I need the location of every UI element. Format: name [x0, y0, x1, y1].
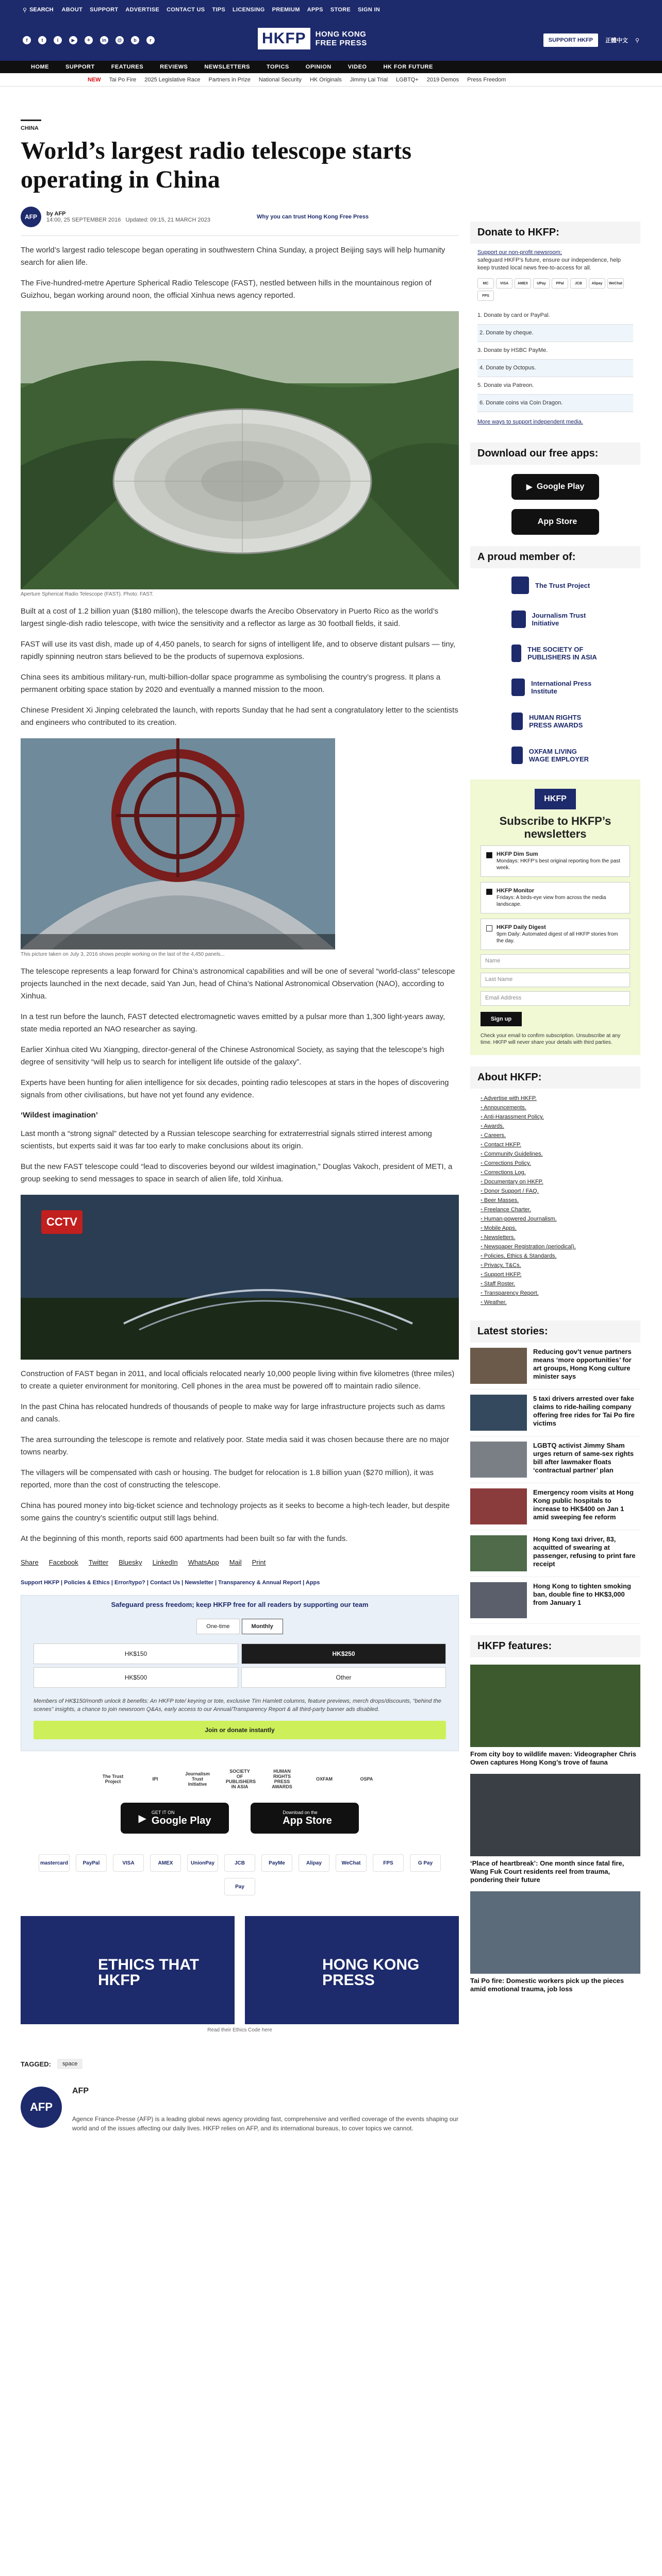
amount-option[interactable]: HK$150 [34, 1643, 238, 1664]
newsletter-option[interactable] [481, 919, 630, 950]
trending-link[interactable]: LGBTQ+ [396, 76, 419, 83]
about-link[interactable]: • Newspaper Registration (periodical). [481, 1242, 630, 1251]
last-name-input[interactable]: Last Name [481, 973, 630, 987]
utility-link[interactable]: PREMIUM [272, 7, 300, 13]
about-link[interactable]: • Freelance Charter. [481, 1205, 630, 1214]
newsletter-desc: 9pm Daily: Automated digest of all HKFP stories from the day. [496, 931, 618, 944]
site-header [0, 20, 662, 61]
name-input[interactable]: Name [481, 954, 630, 969]
paragraph: Chinese President Xi Jinping celebrated the launch, with reports Sunday that he had sent a congratulatory letter to the scientists and engineers who contributed to its creation. [21, 706, 458, 727]
threads-icon[interactable]: @ [115, 36, 124, 44]
newsletter-checkbox[interactable] [486, 889, 492, 895]
card-logo: PPal [552, 278, 568, 289]
member-logo[interactable] [470, 568, 640, 602]
newsletter-logo: HKFP [535, 789, 576, 809]
card-logo: WeChat [607, 278, 624, 289]
press-partners [21, 1769, 459, 1789]
utility-links [62, 7, 380, 13]
article [21, 120, 459, 2133]
trending-link[interactable]: HK Originals [309, 76, 342, 83]
ethics-banner[interactable]: ETHICS THAT HKFP [21, 1916, 235, 2024]
card-logo: JCB [570, 278, 587, 289]
story-title[interactable]: Hong Kong to tighten smoking ban, double fine to HK$3,000 from January 1 [533, 1582, 631, 1606]
bluesky-icon[interactable]: b [131, 36, 139, 44]
photo-caption: This picture taken on July 3, 2016 shows people working on the last of the 4,450 panels... [21, 952, 225, 957]
share-link[interactable]: LinkedIn [152, 1558, 178, 1566]
latest-story[interactable] [470, 1577, 640, 1624]
feature-story[interactable] [470, 1665, 640, 1767]
trending-link[interactable]: 2019 Demos [426, 76, 459, 83]
paragraph: Experts have been hunting for alien intelligence for six decades, pointing radio telescopes at stars in the hopes of discovering signals from other civilisations, but have not yet found any evidence. [21, 1078, 449, 1099]
signup-button[interactable]: Sign up [481, 1012, 522, 1026]
member-logo-name: THE SOCIETY OF PUBLISHERS IN ASIA [527, 646, 597, 661]
latest-story[interactable] [470, 1436, 640, 1483]
member-logo-mark [511, 679, 525, 696]
trending-bar [0, 73, 662, 87]
rss-icon[interactable]: r [146, 36, 155, 44]
newsletter-checkbox[interactable] [486, 852, 492, 858]
nav-item[interactable]: REVIEWS [160, 64, 188, 70]
press-partner-logo[interactable]: OSPA [360, 1776, 373, 1782]
about-link[interactable]: • Newsletters. [481, 1233, 630, 1242]
author-avatar[interactable]: AFP [21, 2087, 62, 2128]
photo-caption: Aperture Spherical Radio Telescope (FAST). Photo: FAST. [21, 591, 154, 597]
utility-link[interactable]: SUPPORT [90, 7, 119, 13]
banner-caption[interactable]: Read their Ethics Code here [207, 2027, 272, 2033]
join-button[interactable]: Join or donate instantly [34, 1721, 446, 1739]
app-buttons [21, 1803, 459, 1834]
member-logo-name: HUMAN RIGHTS PRESS AWARDS [529, 714, 583, 729]
feature-stories [470, 1665, 640, 1993]
newsletter-title: Subscribe to HKFP’s newsletters [499, 815, 611, 840]
twitter-icon[interactable]: t [38, 36, 46, 44]
paragraph: China sees its ambitious military-run, multi-billion-dollar space programme as symbolising the country’s progress. It plans a permanent orbiting space station by 2020 and eventually a manned mission to the moon. [21, 673, 441, 694]
press-partner-logo[interactable]: IPI [152, 1776, 158, 1782]
card-logos [477, 278, 633, 301]
nav-item[interactable]: VIDEO [347, 64, 367, 70]
feature-image[interactable] [470, 1774, 640, 1856]
amount-option-selected[interactable]: HK$250 [241, 1643, 446, 1664]
paragraph: Construction of FAST began in 2011, and local officials relocated nearly 10,000 people living within five kilometres (three miles) to create a quieter environment for monitoring. Cell phones in the area must be powered off to maintain radio silence. [21, 1369, 455, 1391]
share-link[interactable]: WhatsApp [188, 1558, 219, 1566]
story-thumbnail[interactable] [470, 1442, 527, 1478]
about-heading: About HKFP: [470, 1066, 640, 1089]
updated-date: Updated: 09:15, 21 MARCH 2023 [125, 217, 210, 223]
story-title[interactable]: Reducing gov’t venue partners means ‘more opportunities’ for art groups, Hong Kong culture minister says [533, 1348, 632, 1380]
member-logo-name: International Press Institute [531, 680, 592, 695]
about-links [470, 1089, 640, 1312]
latest-story[interactable] [470, 1343, 640, 1389]
member-logo-mark [511, 577, 529, 594]
share-bar [21, 1558, 459, 1566]
latest-story[interactable] [470, 1389, 640, 1436]
nav-item[interactable]: SUPPORT [65, 64, 95, 70]
header-actions [543, 33, 639, 47]
newsletter-desc: Fridays: A birds-eye view from across the media landscape. [496, 895, 606, 907]
card-logo: FPS [477, 291, 494, 301]
story-thumbnail[interactable] [470, 1582, 527, 1618]
payment-logo: WeChat [336, 1854, 367, 1872]
amount-option[interactable]: HK$500 [34, 1667, 238, 1688]
author-avatar[interactable]: AFP [21, 207, 41, 227]
membership-note: Members of HK$150/month unlock 8 benefits: An HKFP tote/ keyring or tote, exclusive Tim Hamlett columns, feature previews, merch drops/discounts, “behind the scenes” insights, a chance to join newsroom Q&As, early access to our Annual/Transparency Report & all third-party banner ads disabled. [34, 1698, 441, 1713]
nav-item[interactable]: NEWSLETTERS [204, 64, 251, 70]
trust-link[interactable]: Why you can trust Hong Kong Free Press [256, 214, 369, 220]
utility-link[interactable]: STORE [330, 7, 351, 13]
trending-link[interactable]: 2025 Legislative Race [144, 76, 201, 83]
telescope-close-photo [21, 738, 335, 950]
facebook-icon[interactable]: f [23, 36, 31, 44]
about-link[interactable]: • Beer Masses. [481, 1196, 630, 1205]
instagram-icon[interactable]: i [54, 36, 62, 44]
newsletter-name: HKFP Dim Sum [496, 851, 538, 857]
payment-logo: VISA [113, 1854, 144, 1872]
share-link[interactable]: Facebook [48, 1558, 78, 1566]
about-link[interactable]: • Staff Roster. [481, 1279, 630, 1289]
newsletter-fineprint: Check your email to confirm subscription. Unsubscribe at any time. HKFP will never share your details with third parties. [481, 1033, 621, 1045]
google-play-icon: ▶ [138, 1812, 146, 1824]
paragraph: Last month a “strong signal” detected by a Russian telescope searching for extraterrestrial signals stirred interest among scientists, but experts said it was far too early to make conclusions about its origin. [21, 1129, 432, 1150]
telegram-icon[interactable]: ✈ [85, 36, 93, 44]
newsletter-name: HKFP Daily Digest [496, 924, 546, 930]
telescope-aerial-image [21, 311, 459, 589]
feature-image[interactable] [470, 1665, 640, 1747]
features-heading: HKFP features: [470, 1635, 640, 1657]
story-thumbnail[interactable] [470, 1488, 527, 1524]
main-nav [0, 61, 662, 73]
member-logo[interactable] [470, 704, 640, 738]
member-logo[interactable] [470, 636, 640, 670]
payment-logo: Pay [224, 1878, 255, 1895]
donate-step[interactable]: 1. Donate by card or PayPal. [477, 307, 633, 325]
about-link[interactable]: • Anti-Harassment Policy. [481, 1112, 630, 1122]
nav-item[interactable]: OPINION [305, 64, 332, 70]
paragraph: The area surrounding the telescope is remote and relatively poor. State media said it was chosen because there are no major towns nearby. [21, 1435, 450, 1456]
card-logo: AMEX [515, 278, 531, 289]
about-link[interactable]: • Corrections Policy. [481, 1159, 630, 1168]
utility-bar [0, 0, 662, 20]
press-partner-logo[interactable]: The Trust Project [102, 1774, 124, 1784]
payment-logo: JCB [224, 1854, 255, 1872]
support-hkfp-button[interactable]: SUPPORT HKFP [543, 33, 598, 47]
paragraph: The world’s largest radio telescope began operating in southwestern China Sunday, a project Beijing says will help humanity search for alien life. [21, 246, 445, 267]
author-bio: Agence France-Presse (AFP) is a leading global news agency providing fast, comprehensive and verified coverage of the events shaping our world and of the issues affecting our daily lives. HKFP relies on AFP, and its international bureaus, to cover topics we cannot. [72, 2115, 459, 2132]
trending-link[interactable]: Tai Po Fire [109, 76, 137, 83]
article-title: World’s largest radio telescope starts operating in China [21, 137, 412, 193]
payment-logo: PayPal [76, 1854, 107, 1872]
trending-link[interactable]: Partners in Prize [208, 76, 251, 83]
about-link[interactable]: • Mobile Apps. [481, 1224, 630, 1233]
member-heading: A proud member of: [470, 546, 640, 568]
chinese-site-link[interactable]: 正體中文 [605, 38, 628, 44]
footer-links[interactable]: Support HKFP | Policies & Ethics | Error/typo? | Contact Us | Newsletter | Transparency & Annual Report | Apps [21, 1580, 320, 1586]
about-link[interactable]: • Support HKFP. [481, 1270, 630, 1279]
utility-link[interactable]: ABOUT [61, 7, 83, 13]
story-title[interactable]: LGBTQ activist Jimmy Sham urges return of same-sex rights bill after lawmaker floats ‘contractual partner’ plan [533, 1442, 634, 1474]
press-partner-logo[interactable]: SOCIETY OF PUBLISHERS IN ASIA [226, 1769, 256, 1789]
utility-link[interactable]: SIGN IN [358, 7, 380, 13]
paragraph: But the new FAST telescope could “lead to discoveries beyond our wildest imagination,” Douglas Vakoch, president of METI, a group seeking to send messages to space in search of alien life, told Xinhua. [21, 1162, 453, 1183]
trending-link[interactable]: Press Freedom [467, 76, 506, 83]
card-logo: VISA [496, 278, 512, 289]
more-ways-link[interactable]: More ways to support independent media. [477, 419, 583, 425]
donate-title: Safeguard press freedom; keep HKFP free for all readers by supporting our team [111, 1601, 369, 1608]
utility-link[interactable]: TIPS [212, 7, 226, 13]
about-link[interactable]: • Privacy, T&Cs. [481, 1261, 630, 1270]
about-link[interactable]: • Contact HKFP. [481, 1140, 630, 1149]
story-title[interactable]: 5 taxi drivers arrested over fake claims to ride-hailing company offering free rides for Tai Po fire victims [533, 1395, 635, 1427]
newsletter-signup [470, 779, 640, 1055]
press-partner-logo[interactable]: Journalism Trust Initiative [185, 1771, 210, 1787]
donate-steps [477, 307, 633, 412]
utility-link[interactable]: APPS [307, 7, 323, 13]
feature-title[interactable]: Tai Po fire: Domestic workers pick up the pieces amid emotional trauma, job loss [470, 1977, 624, 1993]
feature-title[interactable]: From city boy to wildlife maven: Videographer Chris Owen captures Hong Kong’s trove of fauna [470, 1750, 636, 1766]
donate-widget [21, 1595, 459, 1751]
utility-link[interactable]: CONTACT US [167, 7, 205, 13]
member-list [470, 568, 640, 772]
site-logo[interactable] [258, 28, 367, 49]
feature-story[interactable] [470, 1891, 640, 1993]
newsletter-checkbox[interactable] [486, 925, 492, 931]
member-logo[interactable] [470, 670, 640, 704]
trending-link[interactable]: National Security [258, 76, 302, 83]
video-embed[interactable] [21, 1195, 459, 1360]
latest-story[interactable] [470, 1530, 640, 1577]
email-input[interactable]: Email Address [481, 991, 630, 1006]
story-title[interactable]: Hong Kong taxi driver, 83, acquitted of swearing at passenger, refusing to print fare receipt [533, 1535, 636, 1568]
about-link[interactable]: • Transparency Report. [481, 1289, 630, 1298]
tags: TAGGED: space [21, 2059, 459, 2069]
frequency-tabs [34, 1619, 446, 1634]
payment-logo: AMEX [150, 1854, 181, 1872]
about-link[interactable]: • Policies, Ethics & Standards. [481, 1251, 630, 1261]
search-link[interactable]: ⚲ SEARCH [23, 7, 54, 13]
member-logo[interactable] [470, 738, 640, 772]
about-link[interactable]: • Careers. [481, 1131, 630, 1140]
app-store-button[interactable]: Download on the App Store [251, 1803, 359, 1834]
divider [21, 235, 459, 236]
donate-heading: Donate to HKFP: [470, 222, 640, 244]
author-name[interactable]: by AFP [46, 211, 66, 217]
author-box-name[interactable]: AFP [72, 2087, 89, 2095]
category-label[interactable]: CHINA [21, 120, 41, 131]
newsletter-option[interactable] [481, 845, 630, 877]
latest-story[interactable] [470, 1483, 640, 1530]
google-play-button[interactable]: ▶ GET IT ON Google Play [121, 1803, 229, 1834]
paragraph: Built at a cost of 1.2 billion yuan ($180 million), the telescope dwarfs the Arecibo Observatory in Puerto Rico as the world’s largest single-dish radio telescope, with twice the sensitivity and a reflector as large as 30 football fields, it said. [21, 607, 439, 628]
paragraph: The telescope represents a leap forward for China’s astronomical capabilities and will be one of several “world-class” telescope projects launched in the next decade, said Yan Jun, head of China’s National Astronomical Observation (NAO), according to Xinhua. [21, 967, 455, 1001]
member-logo-name: The Trust Project [535, 581, 590, 589]
payment-logo: UnionPay [187, 1854, 218, 1872]
donate-panel: Support our non-profit newsroom; safeguard HKFP’s future, ensure our independence, help keep trusted local news free-to-access for all. MC VISA AMEX UPay PPal JCB Alipay WeChat FPS 1. Donate by card or PayPal. 2. Donate by cheque. 3. Donate by HSBC PayMe. 4. Donate by Octopus. 5. Donate via Patreon. 6. Donate coins via Coin Dragon. More ways to support independent media. [470, 244, 640, 431]
utility-link[interactable]: ADVERTISE [125, 7, 160, 13]
donate-step[interactable]: 2. Donate by cheque. [477, 325, 633, 342]
newsletter-option[interactable] [481, 882, 630, 913]
payment-logos [21, 1854, 459, 1895]
payment-logo: Alipay [299, 1854, 329, 1872]
payment-logo: FPS [373, 1854, 404, 1872]
about-link[interactable]: • Announcements. [481, 1103, 630, 1112]
paragraph: The Five-hundred-metre Aperture Spherical Radio Telescope (FAST), nestled between hills in the mountainous region of Guizhou, began working around noon, the official Xinhua news agency reported. [21, 279, 432, 300]
member-logo-mark [511, 611, 526, 628]
paragraph: FAST will use its vast dish, made up of 4,450 panels, to search for signs of intelligent life, and to observe distant pulsars — tiny, rapidly spinning neutron stars believed to be the products of supernova explosions. [21, 640, 456, 661]
about-link[interactable]: • Human-powered Journalism. [481, 1214, 630, 1224]
support-link[interactable]: Support our non-profit newsroom; [477, 249, 562, 256]
share-link[interactable]: Bluesky [119, 1558, 142, 1566]
one-time-tab[interactable]: One-time [196, 1619, 239, 1634]
search-icon: ⚲ [23, 7, 27, 13]
utility-link[interactable]: LICENSING [233, 7, 265, 13]
latest-stories [470, 1343, 640, 1624]
story-thumbnail[interactable] [470, 1535, 527, 1571]
share-link[interactable]: Mail [229, 1558, 242, 1566]
story-thumbnail[interactable] [470, 1395, 527, 1431]
paragraph: In a test run before the launch, FAST detected electromagnetic waves emitted by a pulsar more than 1,300 light-years away, state media reported an NAO researcher as saying. [21, 1012, 445, 1033]
about-link[interactable]: • Donor Support / FAQ. [481, 1187, 630, 1196]
sidebar [470, 222, 640, 1993]
share-link[interactable]: Twitter [88, 1558, 109, 1566]
paragraph: In the past China has relocated hundreds of thousands of people to make way for large infrastructure projects such as dams and canals. [21, 1402, 445, 1423]
member-logo-name: OXFAM LIVING WAGE EMPLOYER [528, 748, 589, 763]
about-link[interactable]: • Corrections Log. [481, 1168, 630, 1177]
nav-item[interactable]: FEATURES [111, 64, 144, 70]
amount-grid [34, 1643, 446, 1688]
svg-text:CCTV: CCTV [46, 1215, 77, 1228]
donate-step[interactable]: 6. Donate coins via Coin Dragon. [477, 395, 633, 412]
share-link[interactable]: Print [252, 1558, 266, 1566]
latest-heading: Latest stories: [470, 1320, 640, 1343]
telescope-photo [21, 311, 459, 589]
donate-step[interactable]: 5. Donate via Patreon. [477, 377, 633, 395]
nav-item[interactable]: HK FOR FUTURE [383, 64, 433, 70]
paragraph: At the beginning of this month, reports said 600 apartments had been built so far with the funds. [21, 1534, 348, 1543]
member-logo-mark [511, 747, 523, 764]
paragraph: China has poured money into big-ticket science and technology projects as it seeks to become a high-tech leader, but despite some gains the country’s scientific output still lags behind. [21, 1501, 450, 1522]
byline [21, 207, 459, 227]
subheading: ‘Wildest imagination’ [21, 1111, 98, 1120]
member-logo-mark [511, 713, 523, 730]
paragraph: The villagers will be compensated with cash or housing. The budget for relocation is 1.8 billion yuan ($270 million), it was reported, more than the cost of constructing the telescope. [21, 1468, 434, 1489]
newsletter-desc: Mondays: HKFP’s best original reporting from the past week. [496, 858, 620, 871]
member-logo-mark [511, 645, 521, 662]
social-links [23, 36, 155, 44]
payment-logo: G Pay [410, 1854, 441, 1872]
promo-banners [21, 1916, 459, 2024]
card-logo: MC [477, 278, 494, 289]
press-partner-logo[interactable]: OXFAM [316, 1776, 333, 1782]
sidebar-google-play[interactable]: ▶ Google Play [511, 474, 599, 500]
story-thumbnail[interactable] [470, 1348, 527, 1384]
telescope-close-image [21, 738, 335, 950]
logo-text: HONG KONG FREE PRESS [315, 30, 367, 47]
story-title[interactable]: Emergency room visits at Hong Kong public hospitals to increase to HK$400 on Jan 1 amid sweeping fee reform [533, 1488, 634, 1521]
monthly-tab[interactable]: Monthly [242, 1619, 283, 1634]
sidebar-app-store[interactable]: App Store [511, 509, 599, 535]
youtube-icon[interactable]: ▶ [69, 36, 77, 44]
about-link[interactable]: • Weather. [481, 1298, 630, 1307]
newsletter-name: HKFP Monitor [496, 888, 535, 894]
member-logo-name: Journalism Trust Initiative [532, 612, 586, 627]
author-box [21, 2087, 459, 2133]
apps-heading: Download our free apps: [470, 443, 640, 465]
feature-image[interactable] [470, 1891, 640, 1974]
publish-date: 14:00, 25 SEPTEMBER 2016 [46, 217, 121, 223]
payment-logo: mastercard [39, 1854, 70, 1872]
logo-box: HKFP [258, 28, 310, 49]
cctv-video-still [21, 1195, 459, 1360]
nav-item[interactable]: HOME [31, 64, 49, 70]
donate-step[interactable]: 3. Donate by HSBC PayMe. [477, 342, 633, 360]
about-link[interactable]: • Community Guidelines. [481, 1149, 630, 1159]
about-link[interactable]: • Documentary on HKFP. [481, 1177, 630, 1187]
linkedin-icon[interactable]: in [100, 36, 108, 44]
paragraph: Earlier Xinhua cited Wu Xiangping, director-general of the Chinese Astronomical Society, as saying that the telescope’s high degree of sensitivity “will help us to search for intelligent life outside of the galaxy”. [21, 1045, 444, 1066]
trending-link[interactable]: Jimmy Lai Trial [350, 76, 388, 83]
nav-item[interactable]: TOPICS [267, 64, 289, 70]
header-search-icon[interactable]: ⚲ [635, 37, 639, 44]
card-logo: UPay [533, 278, 550, 289]
google-play-icon: ▶ [526, 483, 533, 492]
trending-list [109, 77, 506, 83]
trending-label: NEW [88, 76, 101, 83]
about-link[interactable]: • Awards. [481, 1122, 630, 1131]
tag-chip[interactable]: space [57, 2059, 82, 2069]
amount-other[interactable]: Other [241, 1667, 446, 1688]
card-logo: Alipay [589, 278, 605, 289]
feature-title[interactable]: ‘Place of heartbreak’: One month since fatal fire, Wang Fuk Court residents reel from trauma, pondering their future [470, 1859, 624, 1884]
donate-step[interactable]: 4. Donate by Octopus. [477, 360, 633, 377]
share-link[interactable]: Share [21, 1558, 39, 1566]
feature-story[interactable] [470, 1774, 640, 1884]
payment-logo: PayMe [261, 1854, 292, 1872]
press-partner-logo[interactable]: HUMAN RIGHTS PRESS AWARDS [272, 1769, 292, 1789]
press-banner[interactable]: HONG KONG PRESS [245, 1916, 459, 2024]
member-logo[interactable] [470, 602, 640, 636]
about-link[interactable]: • Advertise with HKFP. [481, 1094, 630, 1103]
